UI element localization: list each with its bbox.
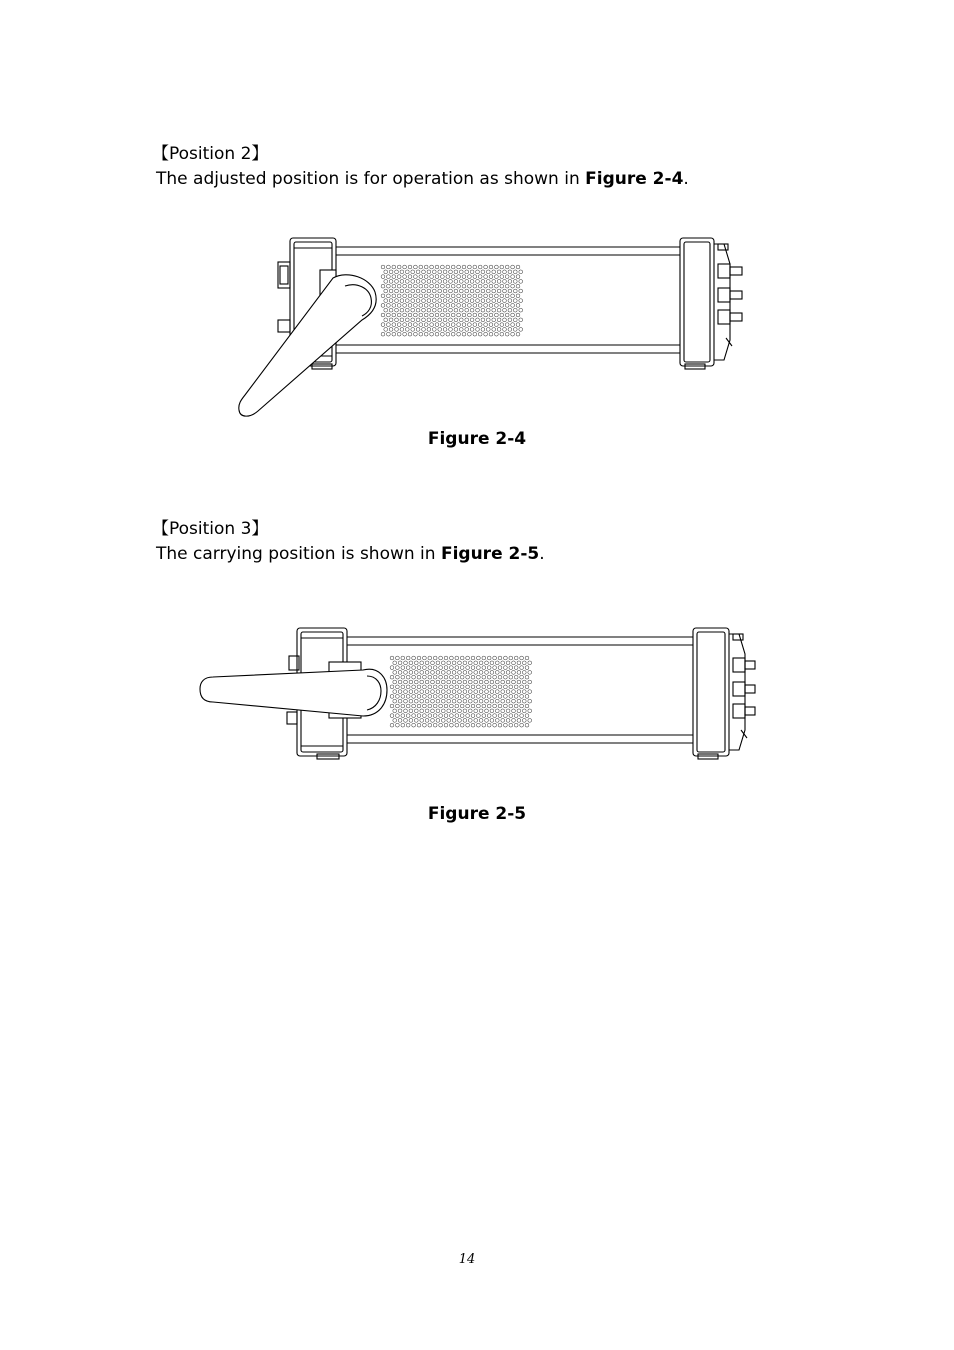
figure-2-5-reference: Figure 2-5 [440, 544, 540, 564]
position-2-period: . [683, 169, 689, 189]
position-3-paragraph [156, 544, 545, 564]
grille-2-4 [381, 265, 522, 336]
position-2-heading: 【Position 2】 [152, 144, 269, 164]
page-number: 14 [458, 1252, 476, 1267]
figure-2-4-caption: Figure 2-4 [427, 429, 527, 449]
figure-2-4-reference: Figure 2-4 [585, 169, 684, 189]
grille-2-5 [390, 656, 531, 727]
position-3-period: . [539, 544, 545, 564]
position-2-paragraph [156, 169, 689, 189]
figure-2-5-drawing [195, 620, 765, 765]
position-2-text: The adjusted position is for operation as shown in [156, 169, 586, 189]
position-3-text: The carrying position is shown in [156, 544, 441, 564]
figure-2-5-caption: Figure 2-5 [427, 804, 527, 824]
figure-2-4-drawing [230, 230, 760, 425]
position-3-heading: 【Position 3】 [152, 519, 269, 539]
